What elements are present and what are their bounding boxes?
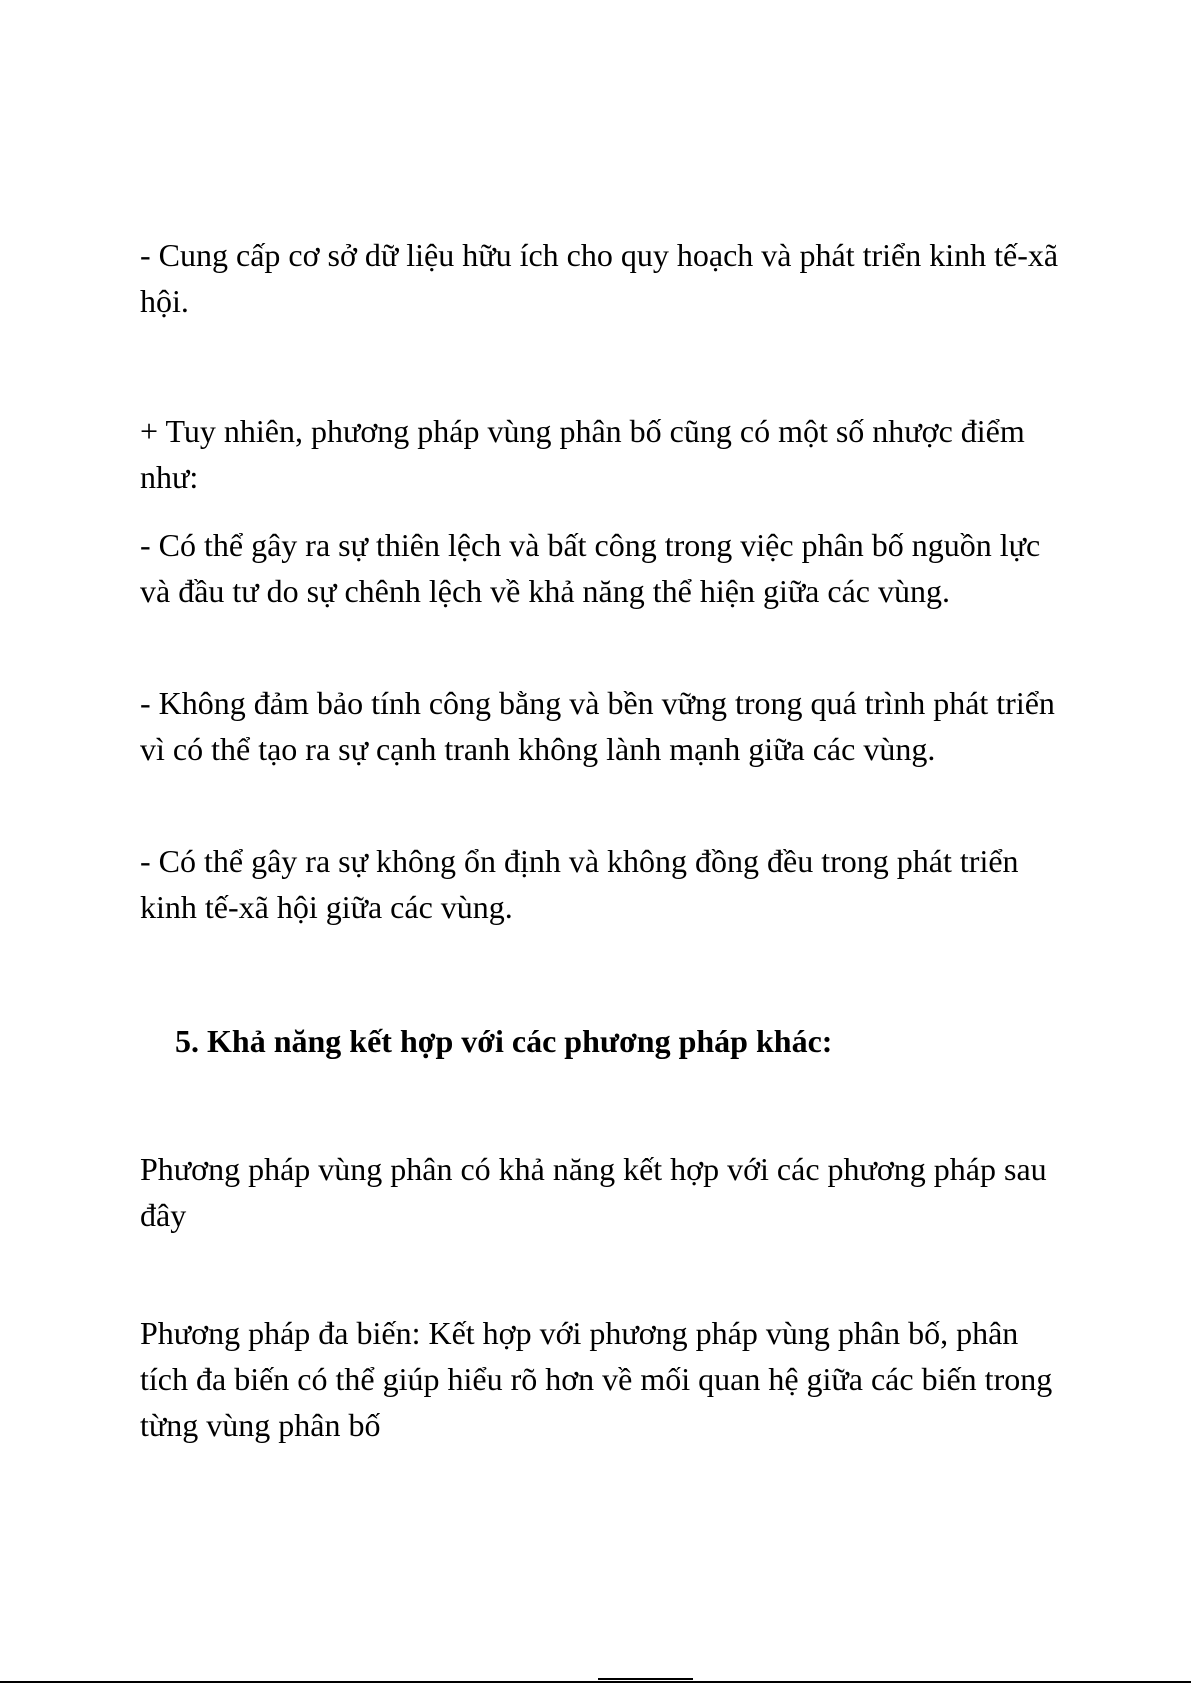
footer-rule [0, 1681, 1191, 1683]
paragraph-disadvantages-intro: + Tuy nhiên, phương pháp vùng phân bố cũng có một số nhược điểm như: [140, 413, 1025, 495]
footer-rule-segment [598, 1678, 693, 1680]
paragraph-disadvantage-fairness: - Không đảm bảo tính công bằng và bền vững trong quá trình phát triển vì có thể tạo ra sự cạnh tranh không lành mạnh giữa các vùng. [140, 685, 1055, 767]
paragraph-disadvantage-instability: - Có thể gây ra sự không ổn định và không đồng đều trong phát triển kinh tế-xã hội giữa các vùng. [140, 843, 1019, 925]
section-heading: 5. Khả năng kết hợp với các phương pháp khác: [175, 1023, 833, 1059]
paragraph-combination-intro: Phương pháp vùng phân có khả năng kết hợp với các phương pháp sau đây [140, 1151, 1047, 1233]
paragraph-multivariate-method: Phương pháp đa biến: Kết hợp với phương pháp vùng phân bố, phân tích đa biến có thể giúp hiểu rõ hơn về mối quan hệ giữa các biến trong từng vùng phân bố [140, 1315, 1053, 1443]
paragraph-disadvantage-bias: - Có thể gây ra sự thiên lệch và bất công trong việc phân bố nguồn lực và đầu tư do sự chênh lệch về khả năng thể hiện giữa các vùng. [140, 527, 1041, 609]
paragraph-benefit-database: - Cung cấp cơ sở dữ liệu hữu ích cho quy hoạch và phát triển kinh tế-xã hội. [140, 237, 1059, 319]
